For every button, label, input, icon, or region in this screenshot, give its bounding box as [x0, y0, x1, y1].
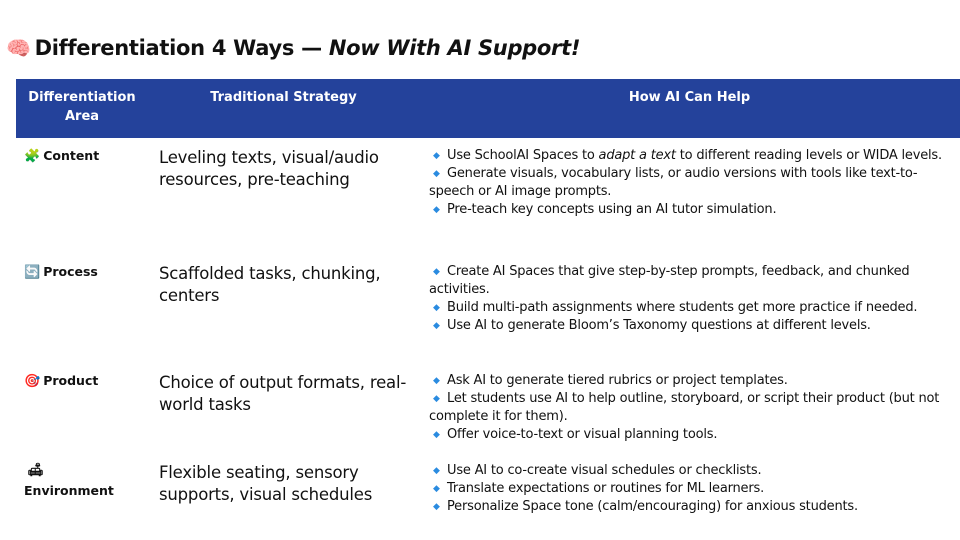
small-blue-diamond-icon: ◆ [433, 303, 440, 313]
target-icon: 🎯 [24, 374, 41, 389]
small-blue-diamond-icon: ◆ [433, 321, 440, 331]
area-cell [16, 363, 148, 454]
area-label: Content [43, 148, 100, 163]
ai-help-cell [419, 138, 960, 254]
ai-help-item: ◆ Pre-teach key concepts using an AI tutor simulation. [429, 201, 954, 219]
ai-help-item: ◆ Ask AI to generate tiered rubrics or project templates. [429, 372, 954, 390]
title-main: Differentiation 4 Ways — [34, 36, 329, 60]
ai-help-item: ◆ Generate visuals, vocabulary lists, or audio versions with tools like text-to-speech or AI image prompts. [429, 166, 918, 199]
traditional-strategy-cell: Choice of output formats, real-world tasks [159, 373, 407, 414]
table-row-environment [16, 454, 960, 532]
ai-help-item: ◆ Let students use AI to help outline, storyboard, or script their product (but not complete it for them). [429, 391, 940, 424]
table-row-product [16, 363, 960, 454]
traditional-strategy-cell: Flexible seating, sensory supports, visual schedules [159, 463, 373, 504]
ai-help-item: ◆ Translate expectations or routines for ML learners. [429, 480, 954, 498]
ai-help-cell [419, 254, 960, 363]
ai-help-item: ◆ Use AI to generate Bloom’s Taxonomy questions at different levels. [429, 317, 954, 335]
area-label: Environment [24, 483, 114, 498]
small-blue-diamond-icon: ◆ [433, 376, 440, 386]
small-blue-diamond-icon: ◆ [433, 151, 440, 161]
table-row-content [16, 138, 960, 254]
header-differentiation-area: Differentiation Area [28, 90, 136, 124]
table-header-row [16, 79, 960, 138]
traditional-strategy-cell: Scaffolded tasks, chunking, centers [159, 264, 381, 305]
ai-help-item: ◆ Build multi-path assignments where students get more practice if needed. [429, 299, 954, 317]
refresh-arrows-icon: 🔄 [24, 265, 41, 280]
small-blue-diamond-icon: ◆ [433, 169, 440, 179]
small-blue-diamond-icon: ◆ [433, 205, 440, 215]
title-emphasis: Now With AI Support! [328, 36, 581, 60]
small-blue-diamond-icon: ◆ [433, 466, 440, 476]
ai-help-cell [419, 363, 960, 454]
small-blue-diamond-icon: ◆ [433, 484, 440, 494]
ai-help-item: ◆ Use AI to co-create visual schedules or checklists. [429, 462, 954, 480]
header-how-ai-can-help: How AI Can Help [628, 90, 751, 105]
ai-help-cell [419, 454, 960, 532]
header-traditional-strategy: Traditional Strategy [210, 90, 357, 105]
puzzle-piece-icon: 🧩 [24, 149, 41, 164]
differentiation-table [16, 79, 960, 532]
small-blue-diamond-icon: ◆ [433, 502, 440, 512]
ai-help-item: ◆ Use SchoolAI Spaces to adapt a text to different reading levels or WIDA levels. [429, 147, 954, 165]
small-blue-diamond-icon: ◆ [433, 267, 440, 277]
couch-icon: 🛋 [27, 463, 44, 478]
area-label: Process [43, 264, 98, 279]
area-cell [16, 138, 148, 254]
ai-help-item: ◆ Offer voice-to-text or visual planning tools. [429, 426, 954, 444]
small-blue-diamond-icon: ◆ [433, 430, 440, 440]
ai-help-item: ◆ Create AI Spaces that give step-by-step prompts, feedback, and chunked activities. [429, 264, 910, 297]
slide-title [6, 36, 580, 60]
area-cell [16, 254, 148, 363]
area-label: Product [43, 373, 99, 388]
ai-help-item: ◆ Personalize Space tone (calm/encouraging) for anxious students. [429, 498, 954, 516]
traditional-strategy-cell: Leveling texts, visual/audio resources, pre-teaching [159, 148, 379, 189]
small-blue-diamond-icon: ◆ [433, 394, 440, 404]
table-row-process [16, 254, 960, 363]
area-cell [16, 454, 148, 532]
brain-icon: 🧠 [6, 36, 31, 60]
